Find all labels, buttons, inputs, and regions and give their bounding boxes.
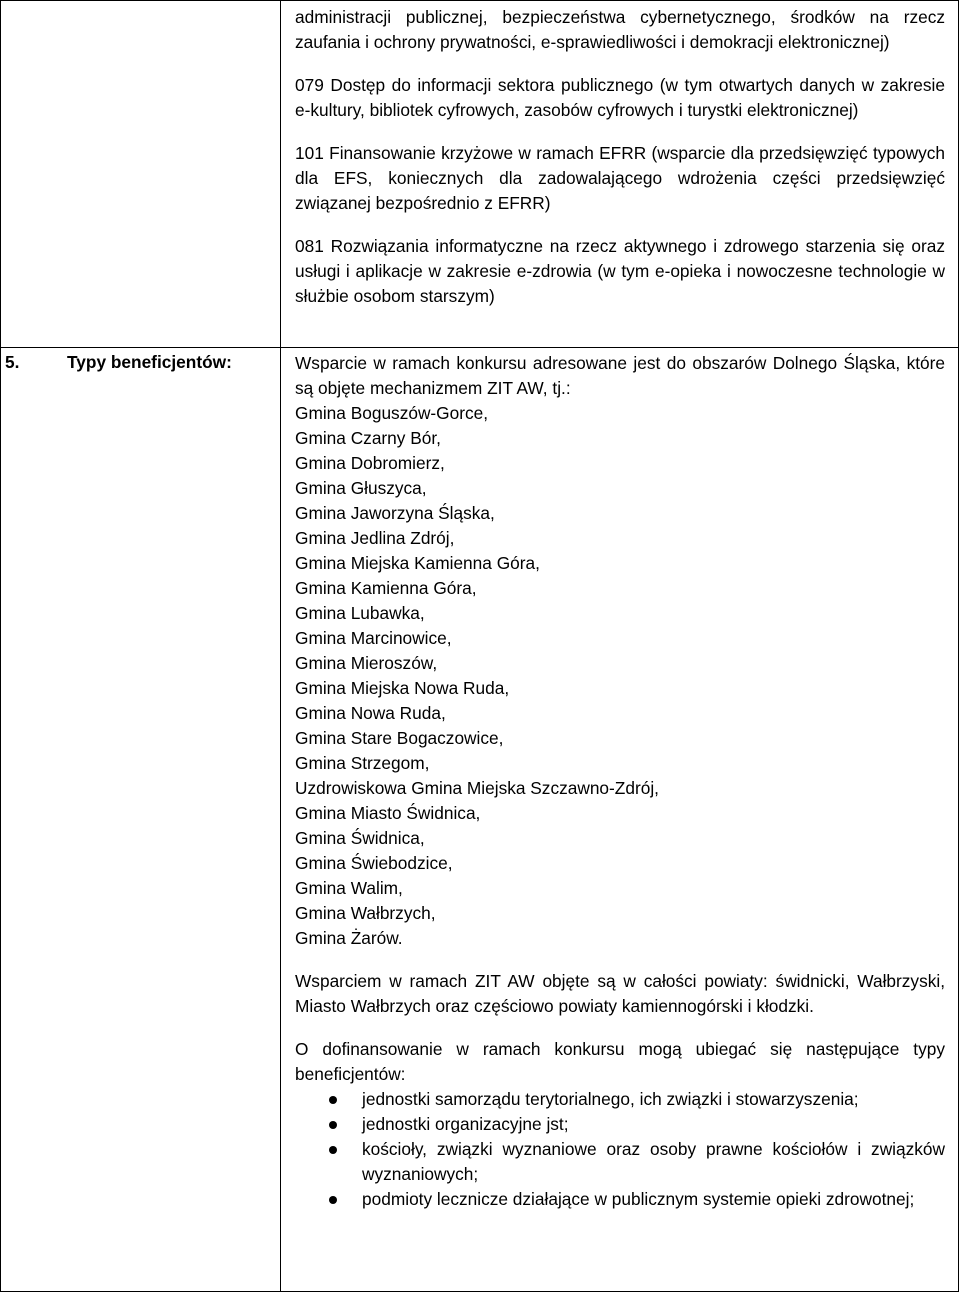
label-cell-empty	[1, 1, 281, 348]
beneficiary-type-text: jednostki organizacyjne jst;	[362, 1114, 569, 1134]
content-cell-codes	[281, 1, 959, 348]
municipality-item: Gmina Lubawka,	[295, 603, 425, 623]
bullet-icon	[329, 1196, 337, 1204]
support-intro: Wsparcie w ramach konkursu adresowane jest do obszarów Dolnego Śląska, które są objęte mechanizmem ZIT AW, tj.:	[295, 353, 945, 398]
beneficiary-type-text: kościoły, związki wyznaniowe oraz osoby prawne kościołów i związków wyznaniowych;	[362, 1139, 945, 1184]
municipality-item: Uzdrowiskowa Gmina Miejska Szczawno-Zdrój,	[295, 778, 659, 798]
types-intro: O dofinansowanie w ramach konkursu mogą ubiegać się następujące typy beneficjentów:	[295, 1039, 945, 1084]
municipality-item: Gmina Marcinowice,	[295, 628, 452, 648]
beneficiary-type-item	[295, 1187, 945, 1212]
row-label	[1, 348, 280, 375]
municipality-item: Gmina Jedlina Zdrój,	[295, 528, 455, 548]
beneficiary-type-item	[295, 1087, 945, 1112]
municipality-item: Gmina Jaworzyna Śląska,	[295, 503, 495, 523]
beneficiary-types-list	[295, 1087, 945, 1212]
municipality-item: Gmina Stare Bogaczowice,	[295, 728, 504, 748]
municipality-item: Gmina Miejska Kamienna Góra,	[295, 553, 540, 573]
municipality-item: Gmina Mieroszów,	[295, 653, 438, 673]
table-row-codes	[1, 1, 959, 348]
municipality-item: Gmina Dobromierz,	[295, 453, 445, 473]
municipality-item: Gmina Miasto Świdnica,	[295, 803, 481, 823]
code-paragraph: 079 Dostęp do informacji sektora publicznego (w tym otwartych danych w zakresie e-kultury, bibliotek cyfrowych, zasobów cyfrowych i turystki elektronicznej)	[295, 75, 945, 120]
municipality-item: Gmina Boguszów-Gorce,	[295, 403, 489, 423]
code-paragraph: administracji publicznej, bezpieczeństwa cybernetycznego, środków na rzecz zaufania i ochrony prywatności, e-sprawiedliwości i demokracji elektronicznej)	[295, 7, 945, 52]
municipality-item: Gmina Czarny Bór,	[295, 428, 441, 448]
municipality-item: Gmina Wałbrzych,	[295, 903, 436, 923]
beneficiary-type-item	[295, 1112, 945, 1137]
code-paragraph: 081 Rozwiązania informatyczne na rzecz aktywnego i zdrowego starzenia się oraz usługi i aplikacje w zakresie e-zdrowia (w tym e-opieka i nowoczesne technologie w służbie osobom starszym)	[295, 236, 945, 306]
table-row-beneficiaries	[1, 348, 959, 1292]
municipality-item: Gmina Miejska Nowa Ruda,	[295, 678, 510, 698]
row-title: Typy beneficjentów:	[67, 352, 232, 372]
bullet-icon	[329, 1121, 337, 1129]
label-cell-beneficiaries	[1, 348, 281, 1292]
municipality-item: Gmina Żarów.	[295, 928, 403, 948]
municipality-item: Gmina Strzegom,	[295, 753, 430, 773]
bullet-icon	[329, 1096, 337, 1104]
municipality-item: Gmina Głuszyca,	[295, 478, 427, 498]
beneficiary-type-item	[295, 1137, 945, 1187]
code-paragraph: 101 Finansowanie krzyżowe w ramach EFRR (wsparcie dla przedsięwzięć typowych dla EFS, koniecznych dla zadowalającego wdrożenia części przedsięwzięć związanej bezpośrednio z EFRR)	[295, 143, 945, 213]
municipality-item: Gmina Nowa Ruda,	[295, 703, 446, 723]
beneficiary-type-text: jednostki samorządu terytorialnego, ich związki i stowarzyszenia;	[362, 1089, 859, 1109]
beneficiary-type-text: podmioty lecznicze działające w publicznym systemie opieki zdrowotnej;	[362, 1189, 915, 1209]
row-number: 5.	[5, 352, 20, 372]
municipality-item: Gmina Kamienna Góra,	[295, 578, 477, 598]
coverage-paragraph: Wsparciem w ramach ZIT AW objęte są w całości powiaty: świdnicki, Wałbrzyski, Miasto Wałbrzych oraz częściowo powiaty kamiennogórski i kłodzki.	[295, 971, 945, 1016]
content-cell-beneficiaries	[281, 348, 959, 1292]
municipality-item: Gmina Świebodzice,	[295, 853, 453, 873]
bullet-icon	[329, 1146, 337, 1154]
municipality-item: Gmina Walim,	[295, 878, 403, 898]
municipality-list	[295, 401, 945, 951]
municipality-item: Gmina Świdnica,	[295, 828, 425, 848]
